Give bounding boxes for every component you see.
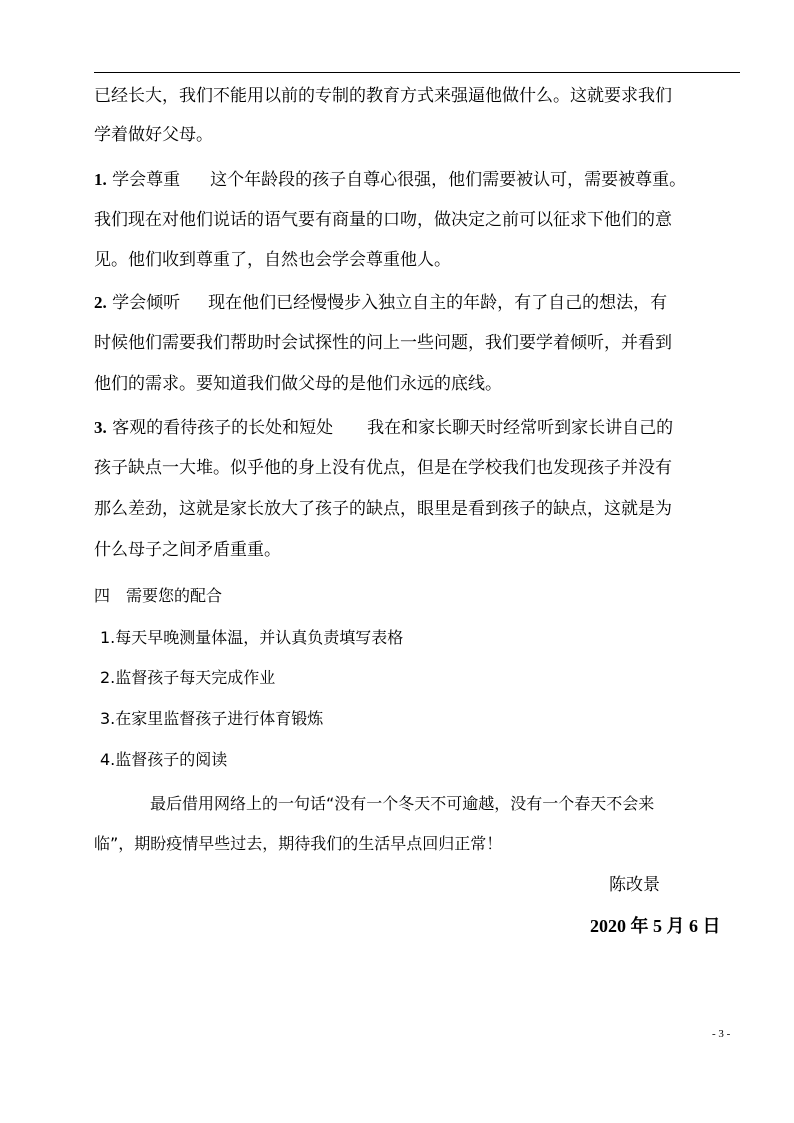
- section-2-number: 2.: [94, 293, 107, 312]
- list-item: 3.在家里监督孩子进行体育锻炼: [100, 709, 324, 728]
- paragraph-line: 时候他们需要我们帮助时会试探性的问上一些问题，我们要学着倾听，并看到: [94, 333, 672, 353]
- header-rule: [94, 72, 740, 73]
- signature-name: 陈改景: [609, 875, 660, 895]
- section-1-text: 这个年龄段的孩子自尊心很强，他们需要被认可，需要被尊重。: [210, 170, 687, 190]
- section-3-text: 我在和家长聊天时经常听到家长讲自己的: [367, 418, 674, 438]
- list-item: 4.监督孩子的阅读: [100, 750, 228, 769]
- paragraph-line: 孩子缺点一大堆。似乎他的身上没有优点，但是在学校我们也发现孩子并没有: [94, 458, 672, 478]
- section-3-title: 客观的看待孩子的长处和短处: [112, 418, 334, 438]
- paragraph-line: 我们现在对他们说话的语气要有商量的口吻，做决定之前可以征求下他们的意: [94, 210, 672, 230]
- paragraph-line: 已经长大，我们不能用以前的专制的教育方式来强逼他做什么。这就要求我们: [94, 86, 672, 106]
- signature-date: 2020 年 5 月 6 日: [590, 916, 721, 936]
- section-2-line: [94, 291, 754, 315]
- paragraph-line: 他们的需求。要知道我们做父母的是他们永远的底线。: [94, 374, 502, 394]
- section-4-heading: 四 需要您的配合: [94, 586, 223, 605]
- paragraph-line: 见。他们收到尊重了，自然也会学会尊重他人。: [94, 250, 451, 270]
- section-3-number: 3.: [94, 418, 107, 437]
- section-1-number: 1.: [94, 170, 107, 189]
- section-1-line: [94, 168, 754, 192]
- section-2-text: 现在他们已经慢慢步入独立自主的年龄，有了自己的想法，有: [208, 293, 668, 313]
- section-1-title: 学会尊重: [112, 170, 181, 190]
- closing-line: 最后借用网络上的一句话“没有一个冬天不可逾越，没有一个春天不会来: [150, 794, 655, 813]
- paragraph-line: 学着做好父母。: [94, 125, 213, 145]
- paragraph-line: 什么母子之间矛盾重重。: [94, 540, 281, 560]
- list-item: 2.监督孩子每天完成作业: [100, 668, 276, 687]
- paragraph-line: 那么差劲，这就是家长放大了孩子的缺点，眼里是看到孩子的缺点，这就是为: [94, 499, 672, 519]
- page-number: - 3 -: [712, 1028, 731, 1040]
- section-3-line: [94, 416, 754, 440]
- list-item: 1.每天早晚测量体温，并认真负责填写表格: [100, 628, 404, 647]
- closing-line: 临”，期盼疫情早些过去，期待我们的生活早点回归正常！: [94, 834, 503, 853]
- section-2-title: 学会倾听: [112, 293, 181, 313]
